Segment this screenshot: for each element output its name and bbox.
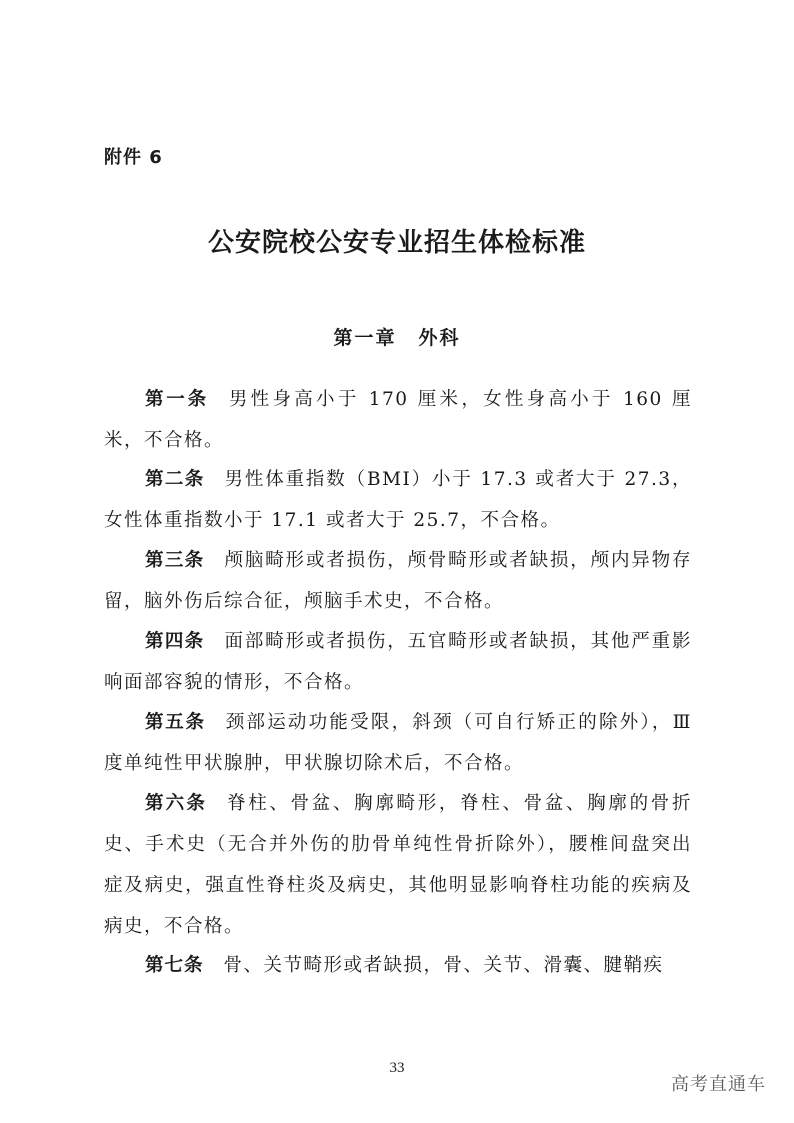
article-6	[104, 783, 692, 947]
article-4	[104, 621, 692, 703]
article-7	[104, 945, 692, 986]
article-1-text: 男性身高小于 170 厘米，女性身高小于 160 厘米，不合格。	[104, 389, 692, 451]
chapter-number: 第一章	[333, 327, 397, 349]
chapter-name: 外科	[418, 327, 461, 349]
article-7-text: 骨、关节畸形或者缺损，骨、关节、滑囊、腱鞘疾	[223, 955, 664, 976]
article-1	[104, 379, 692, 461]
chapter-heading	[0, 323, 794, 350]
article-2-text: 男性体重指数（BMI）小于 17.3 或者大于 27.3，女性体重指数小于 17.1 或者大于 25.7，不合格。	[104, 469, 692, 531]
document-title: 公安院校公安专业招生体检标准	[207, 228, 586, 258]
article-3-head: 第三条	[145, 550, 205, 571]
article-5-text: 颈部运动功能受限，斜颈（可自行矫正的除外），Ⅲ度单纯性甲状腺肿，甲状腺切除术后，不合格。	[104, 712, 692, 774]
watermark-text: 高考直通车	[671, 1074, 766, 1095]
article-3	[104, 540, 692, 622]
article-2-head: 第二条	[145, 469, 205, 490]
article-7-head: 第七条	[145, 955, 204, 976]
article-5-head: 第五条	[145, 712, 206, 733]
article-5	[104, 702, 692, 784]
article-4-text: 面部畸形或者损伤，五官畸形或者缺损，其他严重影响面部容貌的情形，不合格。	[104, 631, 692, 693]
article-2	[104, 459, 692, 541]
article-6-text: 脊柱、骨盆、胸廓畸形，脊柱、骨盆、胸廓的骨折史、手术史（无合并外伤的肋骨单纯性骨折除外），腰椎间盘突出症及病史，强直性脊柱炎及病史，其他明显影响脊柱功能的疾病及病史，不合格。	[104, 793, 692, 937]
article-3-text: 颅脑畸形或者损伤，颅骨畸形或者缺损，颅内异物存留，脑外伤后综合征，颅脑手术史，不合格。	[104, 550, 692, 612]
article-1-head: 第一条	[145, 389, 209, 410]
page-number: 33	[389, 1060, 405, 1076]
attachment-label: 附件 6	[104, 147, 163, 168]
article-6-head: 第六条	[145, 793, 208, 814]
article-4-head: 第四条	[145, 631, 205, 652]
